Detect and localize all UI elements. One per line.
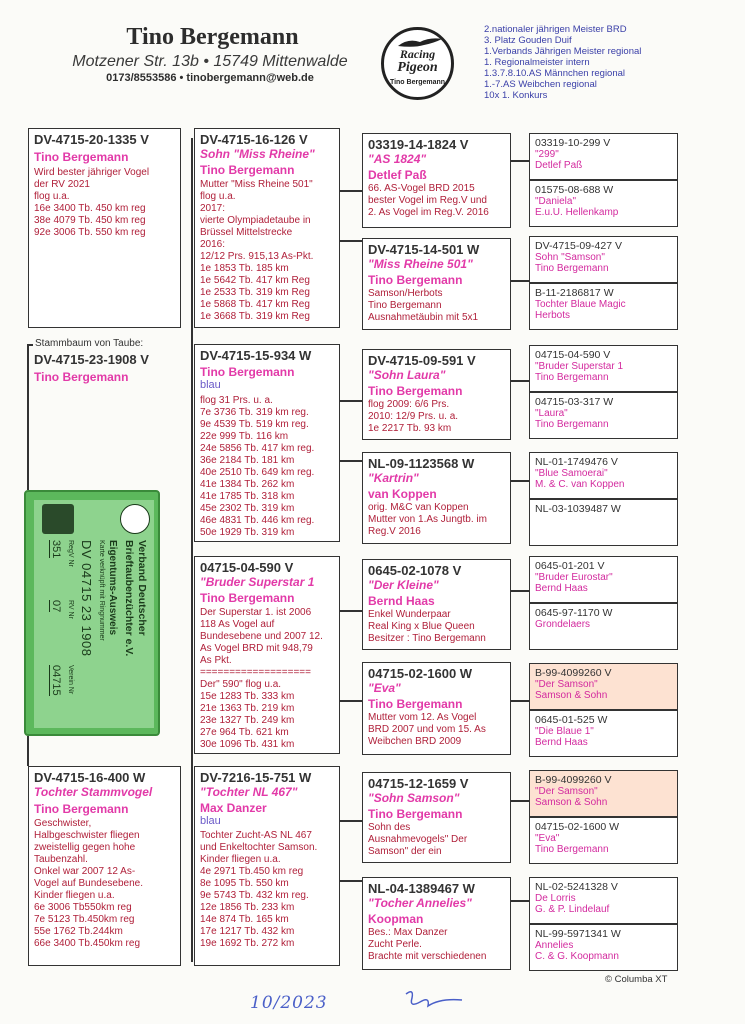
bird-notes: Der Superstar 1. ist 2006 118 As Vogel auf Bundesebene und 2007 12. As Vogel BRD mit 948,79 As Pkt. =================== Der" 590" flog u.a. 15e 1283 Tb. 333 km 21e 1363 Tb. 219 km 23e 1327 Tb. 249 km 27e 964 Tb. 621 km 30e 1096 Tb. 431 km — [200, 607, 323, 750]
gen3-box: DV-4715-09-427 V Sohn "Samson" Tino Bergemann — [529, 236, 678, 283]
ring-number: 04715-04-590 V — [200, 560, 294, 575]
bird-stamp-icon — [42, 504, 74, 534]
vdb-emblem-icon — [120, 504, 150, 534]
gen2-box: 04715-02-1600 W "Eva" Tino Bergemann Mutter vom 12. As Vogel BRD 2007 und vom 15. As Weibchen BRD 2009 — [362, 662, 511, 755]
connector-line — [511, 800, 529, 802]
gen3-box: NL-03-1039487 W — [529, 499, 678, 546]
gen1-dam2-box — [194, 766, 340, 966]
gen3-box-highlight: B-99-4099260 V "Der Samson" Samson & Sohn — [529, 770, 678, 817]
owner-name: Tino Bergemann — [200, 163, 295, 177]
stammbaum-bird — [34, 352, 149, 384]
breeder-address: Motzener Str. 13b • 15749 Mittenwalde — [72, 53, 348, 70]
connector-line — [340, 240, 362, 242]
connector-line — [511, 280, 529, 282]
connector-line — [340, 700, 362, 702]
breeder-contact: 0173/8553586 • tinobergemann@web.de — [106, 72, 314, 84]
handwritten-date: 10/2023 — [250, 993, 328, 1013]
gen2-box: 0645-02-1078 V "Der Kleine" Bernd Haas Enkel Wunderpaar Real King x Blue Queen Besitzer : Tino Bergemann — [362, 559, 511, 650]
ownership-card: Verband Deutscher Brieftaubenzüchter e.V. Eigentums-Ausweis Karte verknüpft mit Ringnummer DV 04715 23 1908 RegV Nr RV Nr Verein Nr 351 07 04715 — [24, 490, 160, 736]
racing-pigeon-logo: Racing Pigeon Tino Bergemann — [381, 27, 454, 100]
gen1-sire2-box — [194, 556, 340, 754]
gen2-box: DV-4715-14-501 W "Miss Rheine 501" Tino Bergemann Samson/Herbots Tino Bergemann Ausnahmetäubin mit 5x1 — [362, 238, 511, 330]
ring-number: DV-4715-16-126 V — [200, 132, 308, 147]
bird-notes: Tochter Zucht-AS NL 467 und Enkeltochter Samson. Kinder fliegen u.a. 4e 2971 Tb.450 km reg 8e 1095 Tb. 550 km 9e 5743 Tb. 432 km reg. 12e 1856 Tb. 233 km 14e 874 Tb. 165 km 17e 1217 Tb. 432 km 19e 1692 Tb. 272 km — [200, 830, 318, 949]
dam-box — [28, 766, 181, 966]
gen3-box: NL-02-5241328 V De Lorris G. & P. Lindelauf — [529, 877, 678, 924]
bird-notes: Wird bester jähriger Vogel der RV 2021 flog u.a. 16e 3400 Tb. 450 km reg 38e 4079 Tb. 450 km reg 92e 3006 Tb. 550 km reg — [34, 167, 150, 238]
connector-line — [340, 460, 362, 462]
gen2-box: DV-4715-09-591 V "Sohn Laura" Tino Bergemann flog 2009: 6/6 Prs. 2010: 12/9 Prs. u. a. 1e 2217 Tb. 93 km — [362, 349, 511, 440]
gen2-box: 04715-12-1659 V "Sohn Samson" Tino Bergemann Sohn des Ausnahmevogels" Der Samson" der ein — [362, 772, 511, 863]
connector-line — [511, 900, 529, 902]
gen2-box: NL-09-1123568 W "Kartrin" van Koppen orig. M&C van Koppen Mutter von 1.As Jungtb. im Reg.V 2016 — [362, 452, 511, 544]
bird-name: "Bruder Superstar 1 — [200, 575, 315, 589]
gen3-box: 04715-04-590 V "Bruder Superstar 1 Tino Bergemann — [529, 345, 678, 392]
bird-name: "Tochter NL 467" — [200, 785, 298, 799]
bird-notes: Mutter "Miss Rheine 501" flog u.a. 2017: vierte Olympiadetaube in Brüssel Mittelstrecke 2016: 12/12 Prs. 915,13 As-Pkt. 1e 1853 Tb. 185 km 1e 5642 Tb. 417 km Reg 1e 2533 Tb. 319 km Reg 1e 5868 Tb. 417 km Reg 1e 3668 Tb. 319 km Reg — [200, 179, 314, 322]
bird-name: Sohn "Miss Rheine" — [200, 147, 315, 161]
gen3-box: NL-99-5971341 W Annelies C. & G. Koopmann — [529, 924, 678, 971]
connector-line — [27, 344, 29, 490]
gen3-box: 0645-01-201 V "Bruder Eurostar" Bernd Haas — [529, 556, 678, 603]
connector-line — [511, 700, 529, 702]
gen3-box: 01575-08-688 W "Daniela" E.u.U. Hellenkamp — [529, 180, 678, 227]
connector-line — [511, 480, 529, 482]
gen3-box: 04715-03-317 W "Laura" Tino Bergemann — [529, 392, 678, 439]
ring-number: DV-4715-16-400 W — [34, 770, 146, 785]
connector-line — [511, 380, 529, 382]
stammbaum-label: Stammbaum von Taube: — [35, 338, 144, 349]
bird-color: blau — [200, 379, 221, 391]
gen3-box: B-11-2186817 W Tochter Blaue Magic Herbots — [529, 283, 678, 330]
connector-line — [191, 138, 193, 962]
gen1-dam-box — [194, 344, 340, 542]
owner-name: Tino Bergemann — [34, 370, 129, 384]
card-ring-number: DV 04715 23 1908 — [79, 540, 94, 657]
connector-line — [511, 590, 529, 592]
connector-line — [340, 880, 362, 882]
gen3-box: 03319-10-299 V "299" Detlef Paß — [529, 133, 678, 180]
main-bird-box — [28, 128, 181, 328]
ring-number: DV-4715-20-1335 V — [34, 132, 149, 147]
connector-line — [340, 400, 362, 402]
owner-name: Max Danzer — [200, 801, 267, 815]
ring-number: DV-7216-15-751 W — [200, 770, 312, 785]
signature-icon — [400, 986, 470, 1016]
gen3-box-highlight: B-99-4099260 V "Der Samson" Samson & Sohn — [529, 663, 678, 710]
gen3-box: 04715-02-1600 W "Eva" Tino Bergemann — [529, 817, 678, 864]
software-credit: © Columba XT — [605, 974, 668, 985]
owner-name: Tino Bergemann — [200, 365, 295, 379]
connector-line — [511, 160, 529, 162]
connector-line — [340, 190, 362, 192]
gen1-sire-box — [194, 128, 340, 328]
owner-name: Tino Bergemann — [200, 591, 295, 605]
bird-notes: Geschwister, Halbgeschwister fliegen zweistellig gegen hohe Taubenzahl. Onkel war 2007 12 As- Vogel auf Bundesebene. Kinder fliegen u.a. 6e 3006 Tb550km reg 7e 5123 Tb.450km reg 55e 1762 Tb.244km 66e 3400 Tb.450km reg — [34, 818, 143, 949]
gen2-box: 03319-14-1824 V "AS 1824" Detlef Paß 66. AS-Vogel BRD 2015 bester Vogel im Reg.V und 2. As Vogel im Reg.V. 2016 — [362, 133, 511, 228]
achievements-list: 2.nationaler jährigen Meister BRD 3. Platz Gouden Duif 1.Verbands Jährigen Meister regional 1. Regionalmeister intern 1.3.7.8.10.AS Männchen regional 1.-7.AS Weibchen regional 10x 1. Konkurs — [484, 24, 642, 101]
connector-line — [340, 820, 362, 822]
bird-notes: flog 31 Prs. u. a. 7e 3736 Tb. 319 km reg. 9e 4539 Tb. 519 km reg. 22e 999 Tb. 116 km 24e 5856 Tb. 417 km reg. 36e 2184 Tb. 181 km 40e 2510 Tb. 649 km reg. 41e 1384 Tb. 262 km 41e 1785 Tb. 318 km 45e 2302 Tb. 319 km 46e 4831 Tb. 446 km reg. 50e 1929 Tb. 319 km — [200, 395, 315, 538]
bird-name: Tochter Stammvogel — [34, 785, 153, 799]
connector-line — [340, 610, 362, 612]
gen2-box: NL-04-1389467 W "Tocher Annelies" Koopman Bes.: Max Danzer Zucht Perle. Brachte mit verschiedenen — [362, 877, 511, 970]
connector-line — [27, 736, 29, 766]
breeder-name: Tino Bergemann — [126, 24, 299, 50]
bird-color: blau — [200, 815, 221, 827]
ring-number: DV-4715-15-934 W — [200, 348, 312, 363]
owner-name: Tino Bergemann — [34, 150, 129, 164]
gen3-box: 0645-97-1170 W Grondelaers — [529, 603, 678, 650]
gen3-box: 0645-01-525 W "Die Blaue 1" Bernd Haas — [529, 710, 678, 757]
gen3-box: NL-01-1749476 V "Blue Samoerai" M. & C. van Koppen — [529, 452, 678, 499]
ring-number: DV-4715-23-1908 V — [34, 352, 149, 367]
owner-name: Tino Bergemann — [34, 802, 129, 816]
